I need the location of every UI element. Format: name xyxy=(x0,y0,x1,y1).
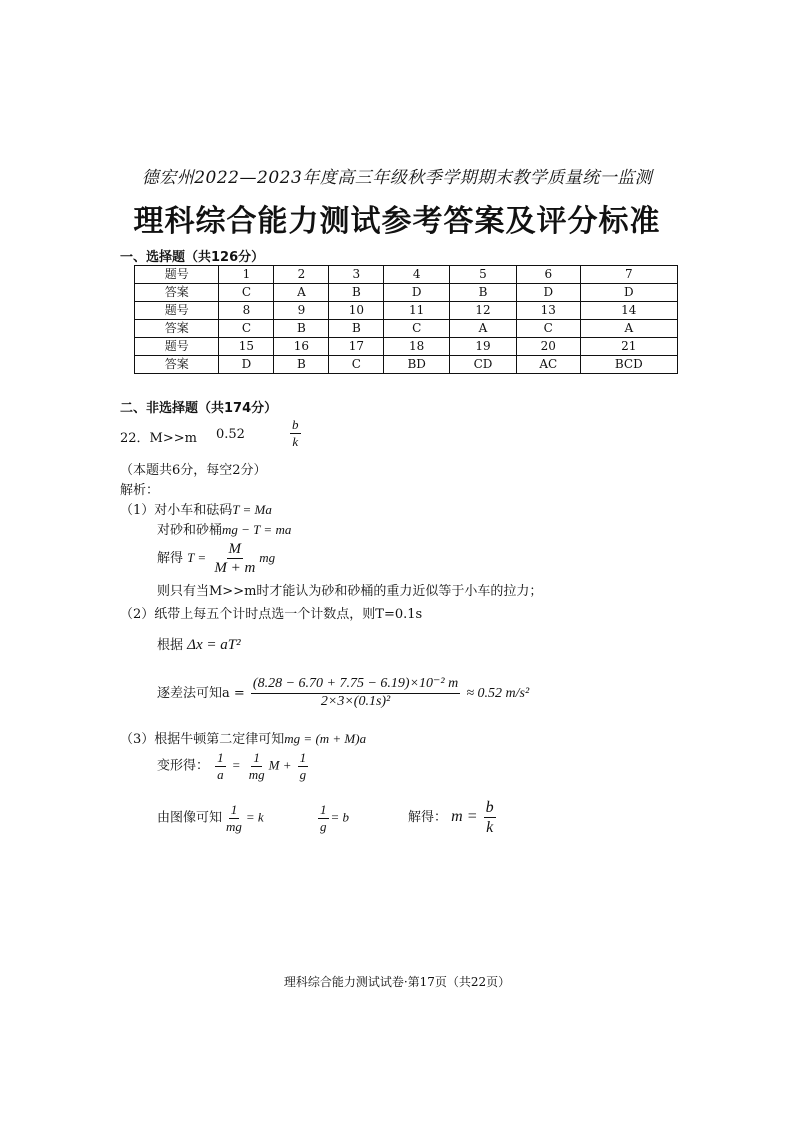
step-lead: 对砂和砂桶 xyxy=(157,523,223,538)
table-cell: 9 xyxy=(274,302,329,320)
table-cell: 17 xyxy=(329,338,384,356)
table-cell: 7 xyxy=(580,266,677,284)
table-cell: D xyxy=(516,284,580,302)
table-cell: 8 xyxy=(219,302,274,320)
frac-denominator: a xyxy=(217,766,224,782)
answer-table xyxy=(134,265,678,374)
q22-scoring: （本题共6分，每空2分） xyxy=(120,463,267,478)
frac-numerator: b xyxy=(292,417,299,432)
equation: Δx = aT² xyxy=(187,637,241,653)
table-cell: C xyxy=(219,284,274,302)
frac-denominator: k xyxy=(292,433,299,449)
equation-tail: mg xyxy=(259,550,276,565)
equation: mg = (m + M)a xyxy=(284,731,367,746)
table-cell: AC xyxy=(516,356,580,374)
step-lead: （1）对小车和砝码 xyxy=(120,503,233,518)
table-cell: 2 xyxy=(274,266,329,284)
table-row xyxy=(135,320,678,338)
table-cell: 10 xyxy=(329,302,384,320)
table-cell: B xyxy=(274,356,329,374)
table-cell: D xyxy=(580,284,677,302)
table-row xyxy=(135,284,678,302)
table-cell: B xyxy=(329,320,384,338)
table-cell: 14 xyxy=(580,302,677,320)
frac-denominator: k xyxy=(486,819,494,837)
table-cell: 11 xyxy=(384,302,450,320)
table-cell: A xyxy=(580,320,677,338)
row-label: 题号 xyxy=(135,266,219,284)
table-cell: BD xyxy=(384,356,450,374)
table-cell: 1 xyxy=(219,266,274,284)
table-cell: 20 xyxy=(516,338,580,356)
q22-step1b xyxy=(157,519,291,538)
step-lead: （3）根据牛顿第二定律可知 xyxy=(120,732,285,747)
q22-step1c xyxy=(157,540,275,577)
frac-numerator: 1 xyxy=(253,750,260,765)
table-cell: B xyxy=(329,284,384,302)
table-cell: 5 xyxy=(450,266,517,284)
equation: mg − T = ma xyxy=(222,522,292,537)
q22-step3c xyxy=(157,802,264,834)
table-cell: 6 xyxy=(516,266,580,284)
table-cell: 12 xyxy=(450,302,517,320)
table-cell: C xyxy=(384,320,450,338)
table-cell: B xyxy=(274,320,329,338)
q22-answer-3 xyxy=(288,417,303,449)
frac-denominator: mg xyxy=(226,818,242,834)
table-cell: 13 xyxy=(516,302,580,320)
step-lead: 由图像可知 xyxy=(157,810,223,826)
row-label: 题号 xyxy=(135,338,219,356)
section-2-heading: 二、非选择题（共174分） xyxy=(120,401,278,416)
q22-step2: （2）纸带上每五个计时点选一个计数点，则T=0.1s xyxy=(120,607,423,622)
table-row xyxy=(135,356,678,374)
q22-step3 xyxy=(120,728,366,747)
table-cell: CD xyxy=(450,356,517,374)
frac-numerator: 1 xyxy=(320,802,327,817)
frac-denominator: mg xyxy=(248,766,265,782)
equation-tail: = b xyxy=(330,809,350,825)
table-cell: C xyxy=(329,356,384,374)
section-1-heading: 一、选择题（共126分） xyxy=(120,250,265,265)
equation-lhs: T = xyxy=(187,550,207,565)
step-lead: 变形得： xyxy=(157,758,210,774)
frac-numerator: b xyxy=(484,798,496,818)
frac-numerator: (8.28 − 6.70 + 7.75 − 6.19)×10⁻² m xyxy=(251,676,460,694)
q22-step1 xyxy=(120,499,272,518)
equation: T = Ma xyxy=(232,502,272,517)
table-cell: A xyxy=(274,284,329,302)
frac-denominator: g xyxy=(299,766,307,782)
equation-tail: = k xyxy=(245,809,264,825)
table-cell: 21 xyxy=(580,338,677,356)
frac-denominator: 2×3×(0.1s)² xyxy=(320,693,391,709)
table-cell: 16 xyxy=(274,338,329,356)
table-cell: 3 xyxy=(329,266,384,284)
q22-step3c-b xyxy=(316,802,349,834)
step-lead: 解得： xyxy=(408,810,448,826)
table-row xyxy=(135,338,678,356)
q22-step1d: 则只有当M>>m时才能认为砂和砂桶的重力近似等于小车的拉力； xyxy=(157,584,543,599)
q22-step3c-solution xyxy=(408,798,498,837)
table-cell: B xyxy=(450,284,517,302)
table-cell: D xyxy=(219,356,274,374)
step-lead: 根据 xyxy=(157,638,184,653)
table-cell: C xyxy=(219,320,274,338)
frac-denominator: g xyxy=(320,818,327,834)
step-lead: 逐差法可知a = xyxy=(157,685,245,701)
frac-numerator: 1 xyxy=(217,750,224,765)
q22-answer-2: 0.52 xyxy=(216,427,245,442)
frac-numerator: 1 xyxy=(299,750,307,765)
q22-step2b xyxy=(157,634,241,654)
page-footer: 理科综合能力测试试卷·第17页（共22页） xyxy=(283,975,511,989)
table-row xyxy=(135,302,678,320)
step-lead: 解得 xyxy=(157,551,184,566)
row-label: 答案 xyxy=(135,356,219,374)
frac-numerator: M xyxy=(228,541,242,557)
equation-mid: M + xyxy=(268,757,292,773)
q22-label: 22．M>>m xyxy=(120,431,197,446)
table-cell: A xyxy=(450,320,517,338)
row-label: 答案 xyxy=(135,284,219,302)
equation-sign: = xyxy=(231,757,241,773)
frac-numerator: 1 xyxy=(230,802,238,817)
page-title: 理科综合能力测试参考答案及评分标准 xyxy=(133,204,661,239)
q22-analysis: 解析： xyxy=(120,483,160,498)
table-cell: BCD xyxy=(580,356,677,374)
table-cell: 4 xyxy=(384,266,450,284)
q22-step3b xyxy=(157,750,310,782)
row-label: 答案 xyxy=(135,320,219,338)
table-row xyxy=(135,266,678,284)
table-cell: 18 xyxy=(384,338,450,356)
exam-subtitle: 德宏州2022—2023年度高三年级秋季学期期末教学质量统一监测 xyxy=(141,168,653,188)
table-cell: 15 xyxy=(219,338,274,356)
table-cell: 19 xyxy=(450,338,517,356)
equation-tail: ≈ 0.52 m/s² xyxy=(466,685,530,701)
frac-denominator: M + m xyxy=(214,560,256,576)
row-label: 题号 xyxy=(135,302,219,320)
equation-lhs: m = xyxy=(451,808,478,826)
table-cell: C xyxy=(516,320,580,338)
q22-step2c xyxy=(157,676,529,711)
table-cell: D xyxy=(384,284,450,302)
